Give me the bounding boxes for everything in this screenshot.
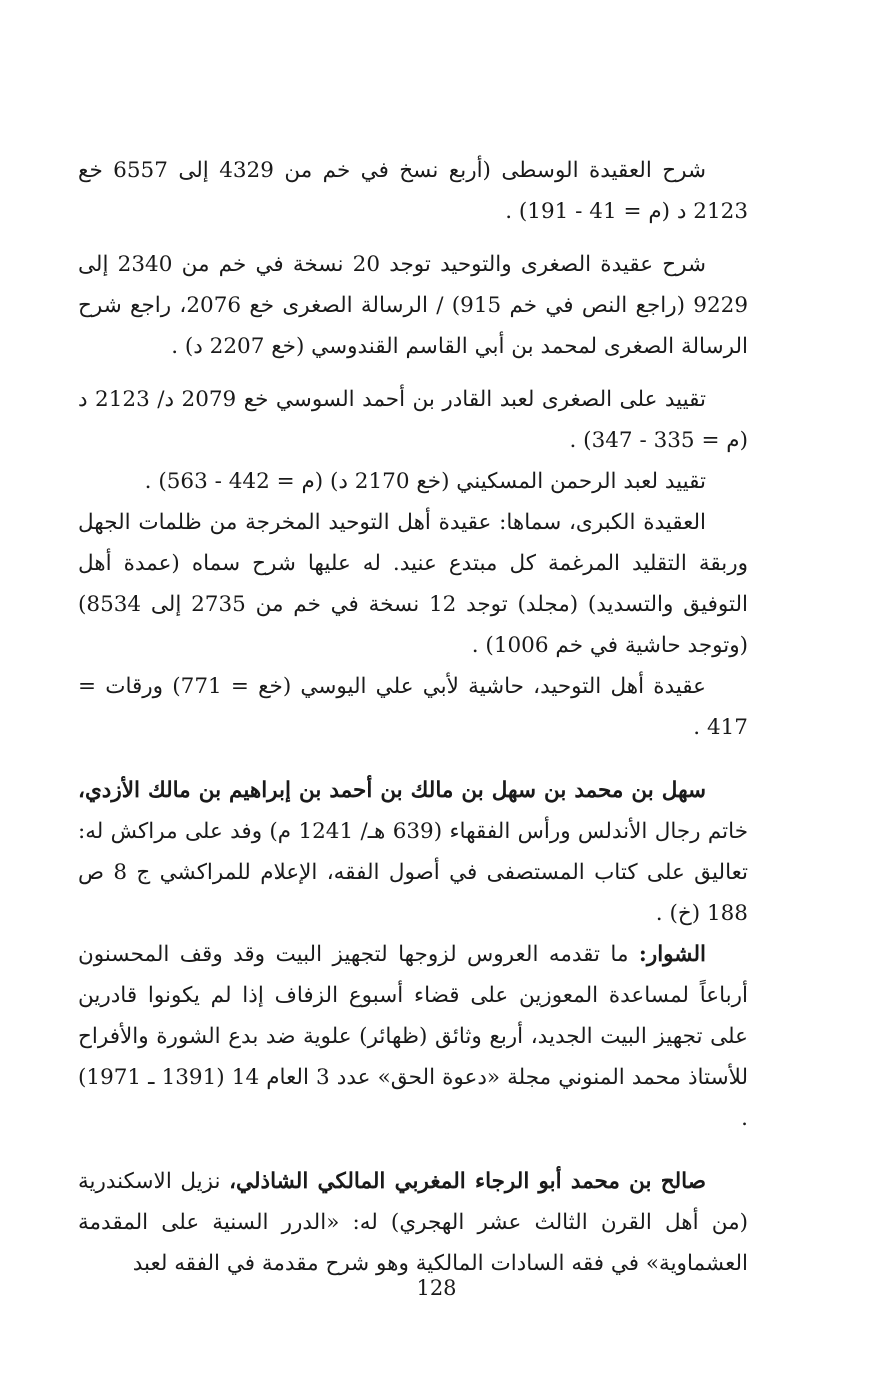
paragraph-text: شرح عقيدة الصغرى والتوحيد توجد 20 نسخة في خم من 2340 إلى 9229 (راجع النص في خم 915) / الرسالة الصغرى خع 2076، راجع شرح الرسالة الصغرى لمحمد بن أبي القاسم القندوسي (خع 2207 د) .: [78, 252, 748, 359]
paragraph-yousi: [78, 666, 748, 748]
paragraph-kubra: [78, 502, 748, 666]
entry-salih: [78, 1161, 748, 1284]
entry-text: خاتم رجال الأندلس ورأس الفقهاء (639 هـ/ 1241 م) وفد على مراكش له: تعاليق على كتاب المستصفى في أصول الفقه، الإعلام للمراكشي ج 8 ص 188 (خ) .: [78, 819, 748, 926]
paragraph-text: العقيدة الكبرى، سماها: عقيدة أهل التوحيد المخرجة من ظلمات الجهل وربقة التقليد المرغمة كل مبتدع عنيد. له عليها شرح سماه (عمدة أهل التوفيق والتسديد) (مجلد) توجد 12 نسخة في خم من 2735 إلى 8534) (وتوجد حاشية في خم 1006) .: [78, 510, 748, 658]
text-column: [78, 150, 748, 1284]
paragraph-text: عقيدة أهل التوحيد، حاشية لأبي علي اليوسي (خع = 771) ورقات = 417 .: [78, 674, 748, 740]
entry-heading: صالح بن محمد أبو الرجاء المغربي المالكي الشاذلي،: [229, 1169, 706, 1194]
page-number: 128: [416, 1276, 457, 1300]
paragraph-text: شرح العقيدة الوسطى (أربع نسخ في خم من 4329 إلى 6557 خع 2123 د (م = 41 - 191) .: [78, 158, 748, 224]
entry-shawar: [78, 934, 748, 1139]
entry-heading: الشوار:: [638, 942, 706, 967]
entry-sahl: [78, 770, 748, 934]
entry-text: ما تقدمه العروس لزوجها لتجهيز البيت وقد وقف المحسنون أرباعاً لمساعدة المعوزين على قضاء أسبوع الزفاف إذا لم يكونوا قادرين على تجهيز البيت الجديد، أربع وثائق (ظهائر) علوية ضد بدع الشورة والأفراح للأستاذ محمد المنوني مجلة «دعوة الحق» عدد 3 العام 14 (1391 ـ 1971) .: [78, 942, 748, 1131]
paragraph-taqyid-miskini: [78, 461, 748, 502]
entry-text: نزيل الاسكندرية (من أهل القرن الثالث عشر الهجري) له: «الدرر السنية على المقدمة العشماوية» في فقه السادات المالكية وهو شرح مقدمة في الفقه لعبد: [78, 1169, 748, 1276]
paragraph-wusta: [78, 150, 748, 232]
paragraph-taqyid-sousi: [78, 379, 748, 461]
paragraph-sughra: [78, 244, 748, 367]
paragraph-text: تقييد على الصغرى لعبد القادر بن أحمد السوسي خع 2079 د/ 2123 د (م = 335 - 347) .: [78, 387, 748, 453]
paragraph-text: تقييد لعبد الرحمن المسكيني (خع 2170 د) (م = 442 - 563) .: [144, 469, 706, 494]
entry-heading: سهل بن محمد بن سهل بن مالك بن أحمد بن إبراهيم بن مالك الأزدي،: [78, 778, 706, 803]
